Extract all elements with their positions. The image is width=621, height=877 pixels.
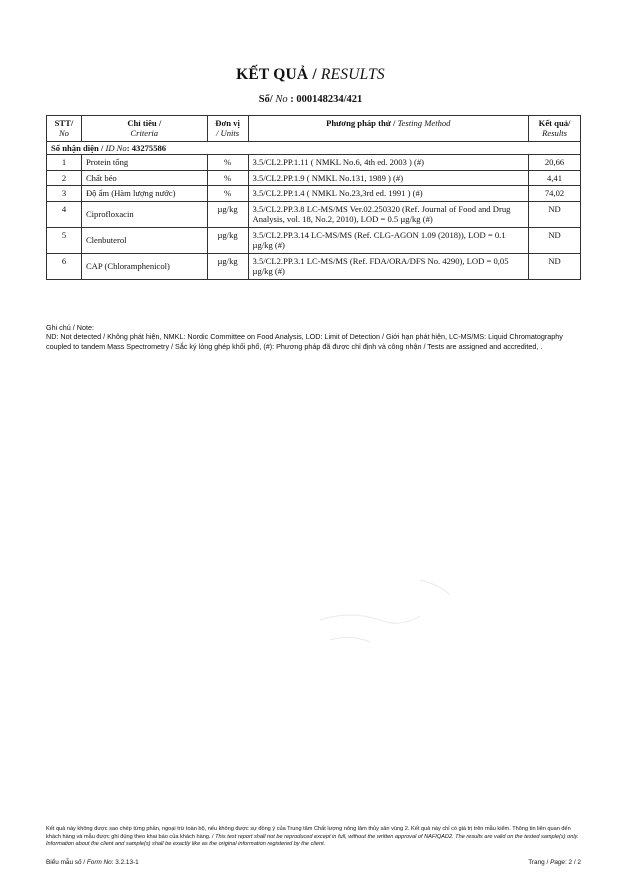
row-stt: 1 bbox=[47, 155, 82, 170]
row-method: 3.5/CL2.PP.3.14 LC-MS/MS (Ref. CLG-AGON 1.09 (2018)), LOD = 0.1 µg/kg (#) bbox=[248, 227, 529, 253]
row-unit: % bbox=[207, 155, 248, 170]
report-title bbox=[0, 66, 621, 84]
row-method: 3.5/CL2.PP.1.9 ( NMKL No.131, 1989 ) (#) bbox=[248, 170, 529, 185]
header-method: Phương pháp thử / Testing Method bbox=[248, 116, 529, 142]
row-stt: 4 bbox=[47, 201, 82, 227]
row-unit: % bbox=[207, 186, 248, 201]
row-criteria: Độ ẩm (Hàm lượng nước) bbox=[81, 186, 207, 201]
row-criteria: Clenbuterol bbox=[81, 227, 207, 253]
row-criteria: Chất béo bbox=[81, 170, 207, 185]
doc-no-label: Số/ bbox=[258, 94, 276, 105]
report-title-vi: KẾT QUẢ / bbox=[236, 66, 321, 83]
results-table bbox=[46, 115, 581, 280]
row-result: 20,66 bbox=[529, 155, 581, 170]
faint-stamp-mark bbox=[300, 560, 460, 660]
row-stt: 3 bbox=[47, 186, 82, 201]
row-unit: µg/kg bbox=[207, 201, 248, 227]
row-criteria: Protein tổng bbox=[81, 155, 207, 170]
table-row bbox=[47, 201, 581, 227]
row-stt: 6 bbox=[47, 253, 82, 279]
doc-no-label-en: No bbox=[275, 94, 288, 105]
notes-body: ND: Not detected / Không phát hiện, NMKL: Nordic Committee on Food Analysis, LOD: Limit of Detection / Giới hạn phát hiện, LC-MS/MS: Liquid Chromatography coupled to tandem Mass Spectrometry / Sắc ký lỏng ghép khối phổ, (#): Phương pháp đã được chỉ định và công nhận / Tests are assigned and accredited, . bbox=[46, 332, 563, 351]
doc-no-value: 000148234/421 bbox=[296, 94, 363, 105]
row-method: 3.5/CL2.PP.3.8 LC-MS/MS Ver.02.250320 (Ref. Journal of Food and Drug Analysis, vol. 18, No.2, 2010), LOD = 0.5 µg/kg (#) bbox=[248, 201, 529, 227]
table-row bbox=[47, 170, 581, 185]
table-row bbox=[47, 186, 581, 201]
row-result: 4,41 bbox=[529, 170, 581, 185]
header-stt: STT/ No bbox=[47, 116, 82, 142]
row-unit: % bbox=[207, 170, 248, 185]
row-stt: 5 bbox=[47, 227, 82, 253]
row-stt: 2 bbox=[47, 170, 82, 185]
row-criteria: CAP (Chloramphenicol) bbox=[81, 253, 207, 279]
row-method: 3.5/CL2.PP.1.11 ( NMKL No.6, 4th ed. 2003 ) (#) bbox=[248, 155, 529, 170]
page-number: Trang / Page: 2 / 2 bbox=[528, 859, 581, 866]
table-header-row bbox=[47, 116, 581, 142]
header-criteria: Chỉ tiêu / Criteria bbox=[81, 116, 207, 142]
table-row bbox=[47, 253, 581, 279]
row-result: ND bbox=[529, 253, 581, 279]
table-row bbox=[47, 155, 581, 170]
disclaimer-en: This test report shall not be reproduced except in full, without the written approval of NAFIQAD2. The results are valid on the tested sample(s) only. Information about the client and sample(s) shall be exactly like as the original information registered by the client. bbox=[46, 833, 579, 848]
row-unit: µg/kg bbox=[207, 227, 248, 253]
row-criteria: Ciprofloxacin bbox=[81, 201, 207, 227]
header-result: Kết quả/ Results bbox=[529, 116, 581, 142]
sample-id-cell: Số nhận diện / ID No: 43275586 bbox=[47, 141, 581, 154]
row-result: ND bbox=[529, 201, 581, 227]
table-row bbox=[47, 227, 581, 253]
notes-heading: Ghi chú / Note: bbox=[46, 323, 94, 332]
disclaimer-footer bbox=[46, 826, 581, 849]
disclaimer-vi: Kết quả này không được sao chép từng phần, ngoại trừ toàn bộ, nếu không được sự đồng ý của Trung tâm Chất lượng nông lâm thủy sản vùng 2. Kết quả này chỉ có giá trị trên mẫu kiểm. Thông tin liên quan đến khách hàng và mẫu được ghi đúng theo khai báo của khách hàng. / bbox=[46, 826, 571, 840]
report-title-en: RESULTS bbox=[320, 66, 385, 83]
document-number bbox=[0, 94, 621, 105]
row-result: ND bbox=[529, 227, 581, 253]
row-result: 74,02 bbox=[529, 186, 581, 201]
row-method: 3.5/CL2.PP.3.1 LC-MS/MS (Ref. FDA/ORA/DFS No. 4290), LOD = 0,05 µg/kg (#) bbox=[248, 253, 529, 279]
form-number: Biểu mẫu số / Form No: 3.2.13-1 bbox=[46, 859, 139, 866]
header-unit: Đơn vị / Units bbox=[207, 116, 248, 142]
row-method: 3.5/CL2.PP.1.4 ( NMKL No.23,3rd ed. 1991 ) (#) bbox=[248, 186, 529, 201]
row-unit: µg/kg bbox=[207, 253, 248, 279]
doc-no-sep: : bbox=[287, 94, 297, 105]
notes-section bbox=[46, 323, 581, 351]
sample-id-row bbox=[47, 141, 581, 154]
